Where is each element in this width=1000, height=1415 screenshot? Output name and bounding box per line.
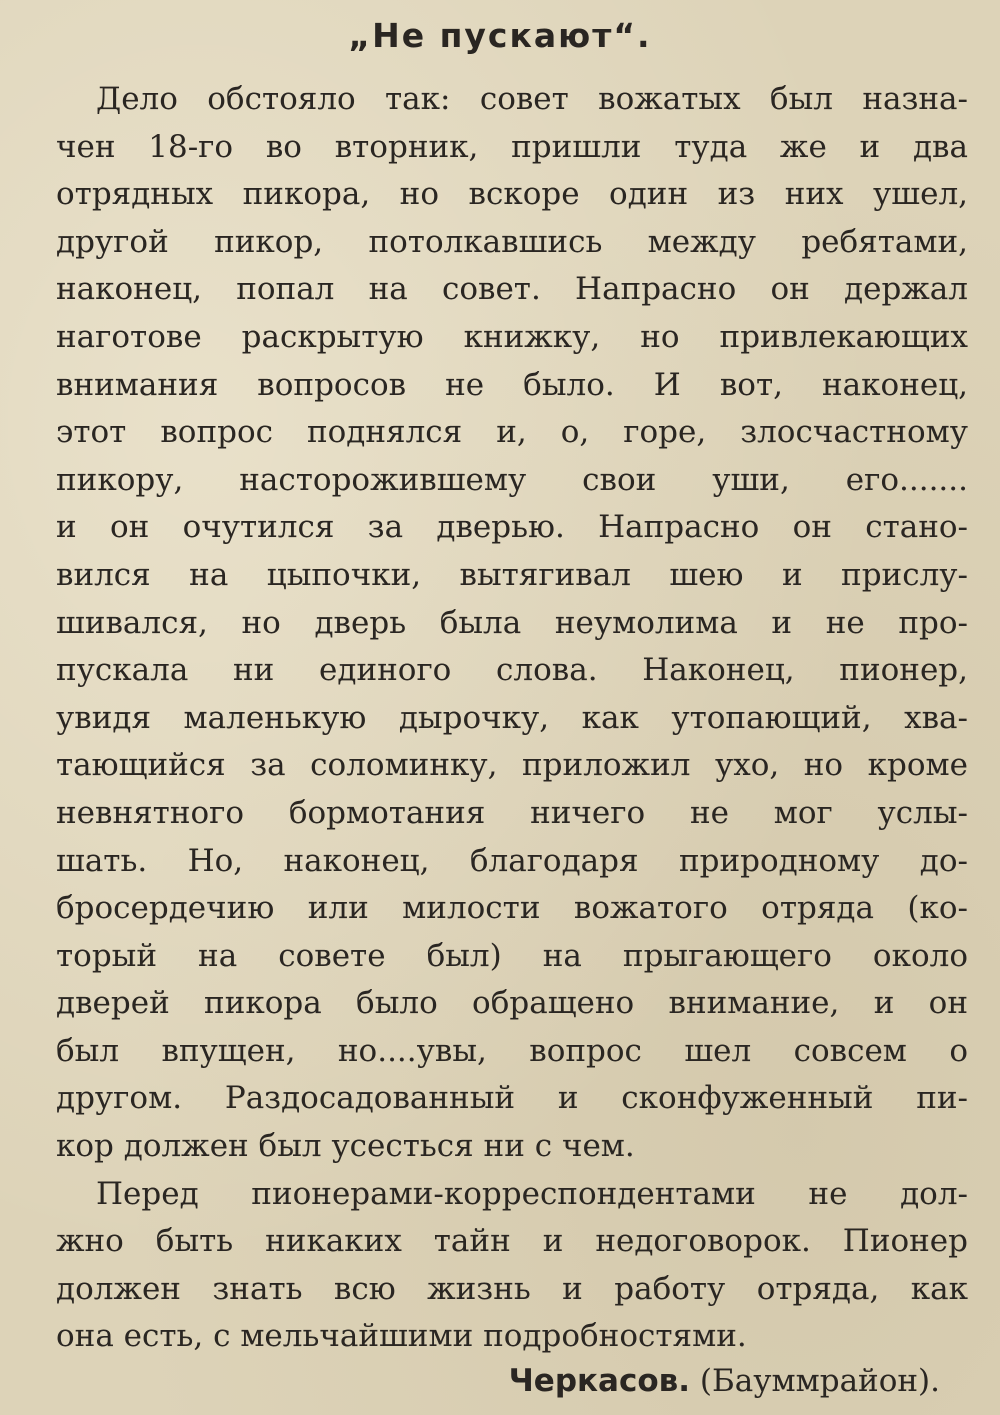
text-line: наготове раскрытую книжку, но привлекающих bbox=[56, 318, 968, 355]
text-line: тающийся за соломинку, приложил ухо, но кроме bbox=[56, 747, 968, 784]
text-line: вился на цыпочки, вытягивал шею и прислу- bbox=[56, 556, 968, 593]
text-line: этот вопрос поднялся и, о, горе, злосчастному bbox=[56, 414, 968, 451]
text-line: жно быть никаких тайн и недоговорок. Пионер bbox=[56, 1223, 968, 1260]
text-line: был впущен, но....увы, вопрос шел совсем о bbox=[56, 1032, 968, 1069]
text-line: внимания вопросов не было. И вот, наконец, bbox=[56, 366, 968, 403]
text-line: другом. Раздосадованный и сконфуженный пи- bbox=[56, 1080, 968, 1117]
text-line: пускала ни единого слова. Наконец, пионер, bbox=[56, 652, 968, 689]
text-line: торый на совете был) на прыгающего около bbox=[56, 937, 968, 974]
text-line: наконец, попал на совет. Напрасно он держал bbox=[56, 271, 968, 308]
text-line: шать. Но, наконец, благодаря природному до- bbox=[56, 842, 968, 879]
article-title: „Не пускают“. bbox=[348, 16, 652, 55]
text-line: она есть, с мельчайшими подробностями. bbox=[56, 1318, 747, 1355]
text-line: отрядных пикора, но вскоре один из них ушел, bbox=[56, 176, 968, 213]
text-line: кор должен был усесться ни с чем. bbox=[56, 1128, 635, 1165]
signature bbox=[0, 1358, 940, 1406]
text-line: бросердечию или милости вожатого отряда (ко- bbox=[56, 890, 968, 927]
article-body bbox=[56, 76, 968, 1361]
text-line: Перед пионерами-корреспондентами не дол- bbox=[96, 1175, 968, 1212]
text-line: должен знать всю жизнь и работу отряда, как bbox=[56, 1270, 968, 1307]
text-line: шивался, но дверь была неумолима и не про- bbox=[56, 604, 968, 641]
text-line: пикору, насторожившему свои уши, его....... bbox=[56, 461, 968, 498]
text-line: Дело обстояло так: совет вожатых был назна- bbox=[96, 81, 968, 117]
text-line: увидя маленькую дырочку, как утопающий, хва- bbox=[56, 699, 968, 736]
author-district: (Бауммрайон). bbox=[699, 1363, 940, 1399]
text-line: дверей пикора было обращено внимание, и он bbox=[56, 985, 968, 1022]
text-line: невнятного бормотания ничего не мог услы- bbox=[56, 794, 968, 831]
author-name: Черкасов. bbox=[508, 1363, 691, 1399]
text-line: другой пикор, потолкавшись между ребятами, bbox=[56, 223, 968, 260]
text-line: и он очутился за дверью. Напрасно он стано- bbox=[56, 509, 968, 546]
text-line: чен 18-го во вторник, пришли туда же и два bbox=[56, 128, 968, 165]
